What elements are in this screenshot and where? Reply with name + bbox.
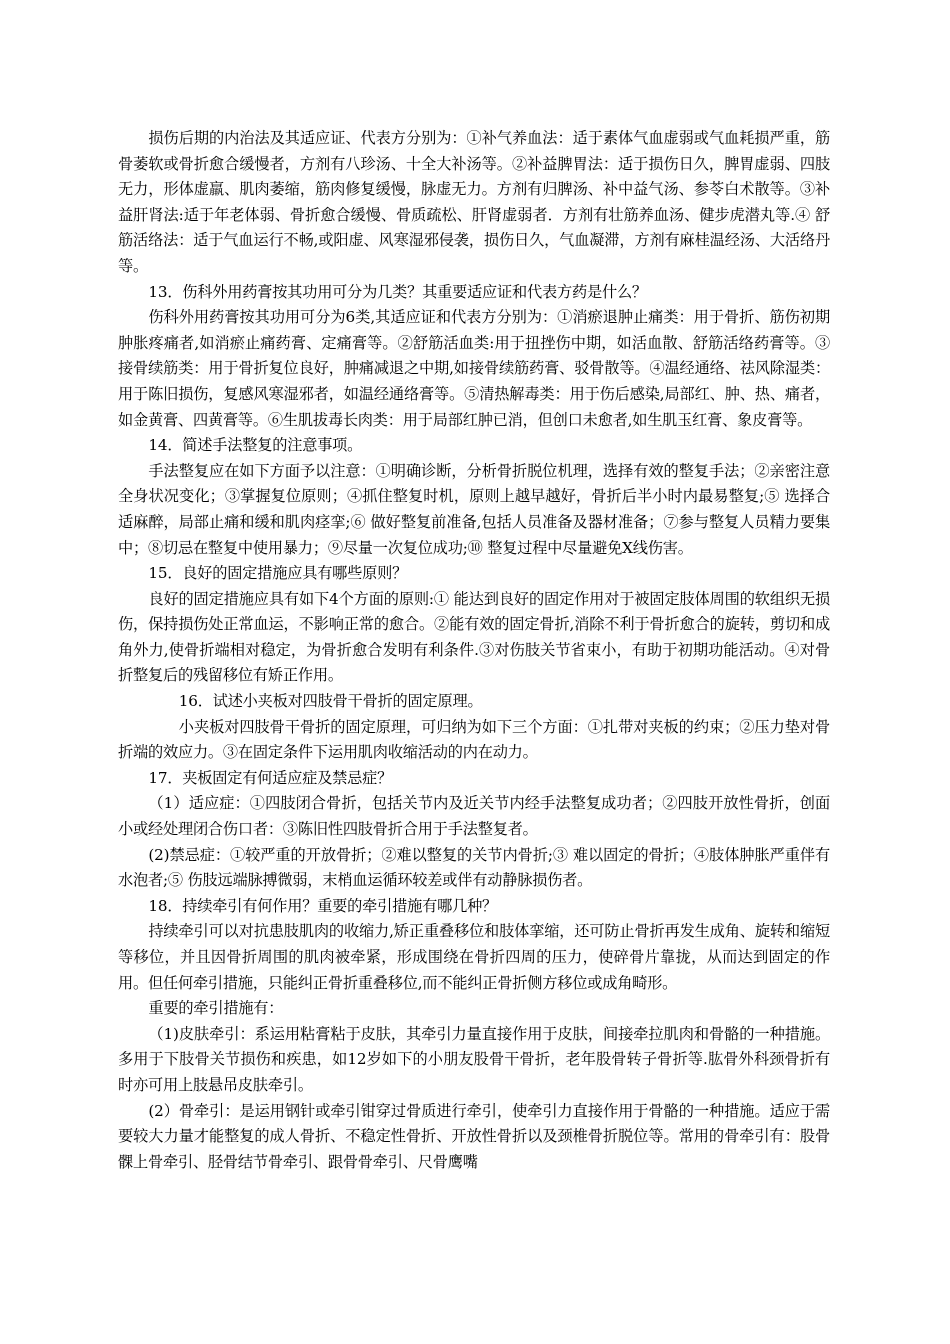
question-18: 18．持续牵引有何作用？重要的牵引措施有哪几种？	[148, 896, 498, 915]
question-16: 16．试述小夹板对四肢骨干骨折的固定原理。	[178, 692, 483, 711]
paragraph-6: 良好的固定措施应具有如下4个方面的原则:① 能达到良好的固定作用对于被固定肢体周围的软组织无损伤，保持损伤处正常血运，不影响正常的愈合。②能有效的固定骨折,消除不利于骨折愈合的旋转，剪切和成角外力,使骨折端相对稳定，为骨折愈合发明有利条件.③对伤肢关节省束小，有助于初期功能活动。④对骨折整复后的残留移位有矫正作用。	[118, 589, 830, 685]
paragraph-13: 持续牵引可以对抗患肢肌肉的收缩力,矫正重叠移位和肢体挛缩，还可防止骨折再发生成角、旋转和缩短等移位，并且因骨折周围的肌肉被牵紧，形成围绕在骨折四周的压力，使碎骨片靠拢，从而达到固定的作用。但任何牵引措施，只能纠正骨折重叠移位,而不能纠正骨折侧方移位或成角畸形。	[118, 922, 830, 992]
paragraph-16: (2）骨牵引：是运用钢针或牵引钳穿过骨质进行牵引，使牵引力直接作用于骨骼的一种措施。适应于需要较大力量才能整复的成人骨折、不稳定性骨折、开放性骨折以及颈椎骨折脱位等。常用的骨牵引有：股骨髁上骨牵引、胫骨结节骨牵引、跟骨骨牵引、尺骨鹰嘴	[118, 1101, 830, 1171]
paragraph-0: 损伤后期的内治法及其适应证、代表方分别为：①补气养血法：适于素体气血虚弱或气血耗损严重，筋骨萎软或骨折愈合缓慢者，方剂有八珍汤、十全大补汤等。②补益脾胃法：适于损伤日久，脾胃虚弱、四肢无力，形体虚羸、肌肉萎缩，筋肉修复缓慢，脉虚无力。方剂有归脾汤、补中益气汤、参苓白术散等。③补益肝肾法:适于年老体弱、骨折愈合缓慢、骨质疏松、肝肾虚弱者．方剂有壮筋养血汤、健步虎潜丸等.④ 舒筋活络法：适于气血运行不畅,或阳虚、风寒湿邪侵袭，损伤日久，气血凝滞，方剂有麻桂温经汤、大活络丹等。	[118, 129, 830, 275]
question-14: 14．简述手法整复的注意事项。	[148, 436, 363, 455]
question-17: 17．夹板固定有何适应症及禁忌症？	[148, 768, 393, 787]
paragraph-14: 重要的牵引措施有：	[148, 999, 284, 1018]
question-15: 15．良好的固定措施应具有哪些原则？	[148, 564, 408, 583]
paragraph-8: 小夹板对四肢骨干骨折的固定原理，可归纳为如下三个方面：①扎带对夹板的约束；②压力垫对骨折端的效应力。③在固定条件下运用肌肉收缩活动的内在动力。	[118, 717, 830, 762]
document-body	[118, 126, 830, 1175]
paragraph-11: (2)禁忌症：①较严重的开放骨折；②难以整复的关节内骨折;③ 难以固定的骨折；④肢体肿胀严重伴有水泡者;⑤ 伤肢远端脉搏微弱，末梢血运循环较差或伴有动静脉损伤者。	[118, 845, 830, 890]
paragraph-10: （1）适应症：①四肢闭合骨折，包括关节内及近关节内经手法整复成功者；②四肢开放性骨折，创面小或经处理闭合伤口者：③陈旧性四肢骨折合用于手法整复者。	[118, 794, 830, 839]
paragraph-15: （1)皮肤牵引：系运用粘膏粘于皮肤，其牵引力量直接作用于皮肤，间接牵拉肌肉和骨骼的一种措施。多用于下肢骨关节损伤和疾患，如12岁如下的小朋友股骨干骨折，老年股骨转子骨折等.肱骨外科颈骨折有时亦可用上肢悬吊皮肤牵引。	[118, 1024, 830, 1094]
question-13: 13．伤科外用药膏按其功用可分为几类？其重要适应证和代表方药是什么？	[148, 282, 647, 301]
paragraph-2: 伤科外用药膏按其功用可分为6类,其适应证和代表方分别为：①消瘀退肿止痛类：用于骨折、筋伤初期肿胀疼痛者,如消瘀止痛药膏、定痛膏等。②舒筋活血类:用于扭挫伤中期，如活血散、舒筋活络药膏等。③接骨续筋类：用于骨折复位良好，肿痛减退之中期,如接骨续筋药膏、驳骨散等。④温经通络、祛风除湿类：用于陈旧损伤，复感风寒湿邪者，如温经通络膏等。⑤清热解毒类：用于伤后感染,局部红、肿、热、痛者，如金黄膏、四黄膏等。⑥生肌拔毒长肉类：用于局部红肿已消，但创口未愈者,如生肌玉红膏、象皮膏等。	[118, 308, 830, 429]
paragraph-4: 手法整复应在如下方面予以注意：①明确诊断，分析骨折脱位机理，选择有效的整复手法；②亲密注意全身状况变化；③掌握复位原则；④抓住整复时机，原则上越早越好，骨折后半小时内最易整复;⑤ 选择合适麻醉，局部止痛和缓和肌肉痉挛;⑥ 做好整复前准备,包括人员准备及器材准备；⑦参与整复人员精力要集中；⑧切忌在整复中使用暴力；⑨尽量一次复位成功;⑩ 整复过程中尽量避免X线伤害。	[118, 461, 830, 557]
